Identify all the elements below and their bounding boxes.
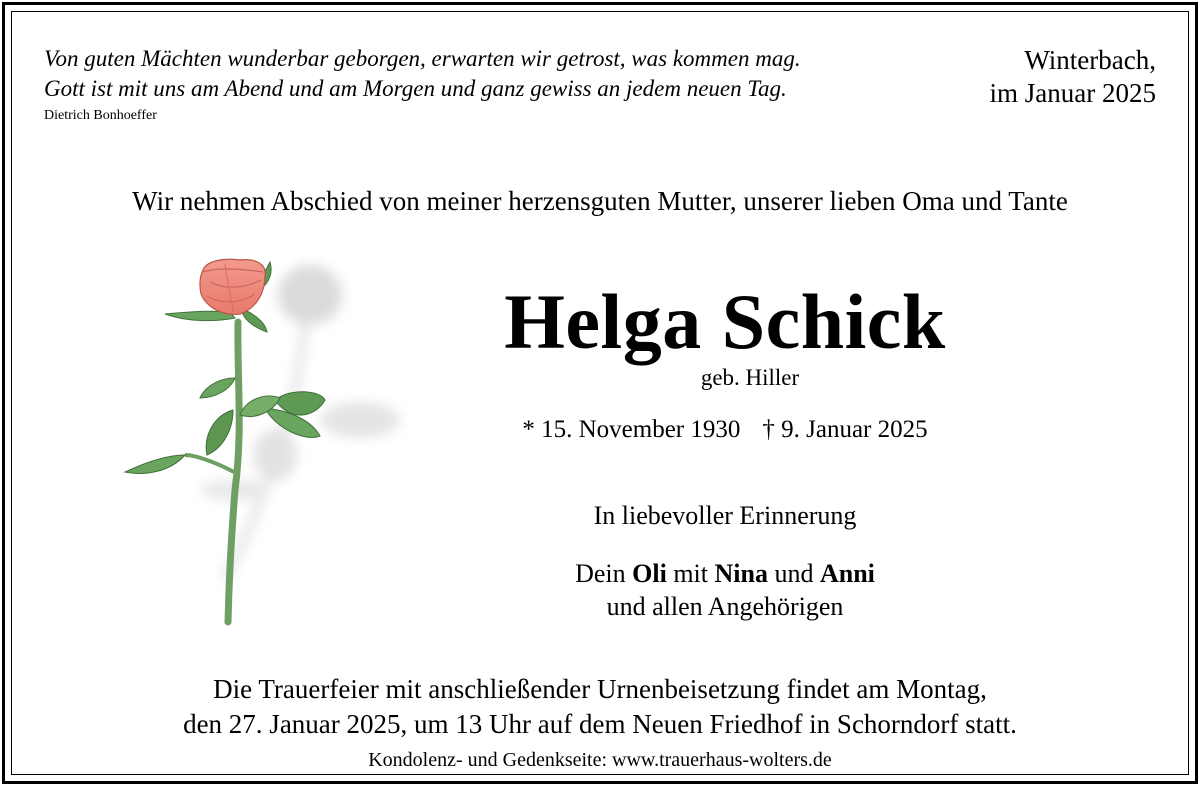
- quote-author: Dietrich Bonhoeffer: [44, 108, 157, 123]
- life-dates: [425, 414, 1025, 446]
- ceremony-line-1: Die Trauerfeier mit anschließender Urnenbeisetzung findet am Montag,: [213, 674, 987, 704]
- family-block: [425, 557, 1025, 623]
- deceased-name: Helga Schick: [504, 278, 946, 365]
- family-line-2: und allen Angehörigen: [606, 592, 844, 621]
- quote-line-2: Gott ist mit uns am Abend und am Morgen und ganz gewiss an jedem neuen Tag.: [44, 76, 787, 101]
- farewell-text: Wir nehmen Abschied von meiner herzensguten Mutter, unserer lieben Oma und Tante: [132, 186, 1068, 216]
- death-date: † 9. Januar 2025: [762, 416, 928, 443]
- family-join-1: mit: [673, 559, 708, 588]
- maiden-name: geb. Hiller: [700, 365, 800, 390]
- place: Winterbach,: [1024, 45, 1156, 75]
- place-date: [990, 44, 1156, 110]
- name-block: [425, 278, 1025, 392]
- family-line-1: [425, 557, 1025, 590]
- date: im Januar 2025: [989, 78, 1156, 108]
- family-name-2: Nina: [714, 559, 768, 588]
- rose-icon: [115, 250, 415, 630]
- ceremony-line-2: den 27. Januar 2025, um 13 Uhr auf dem Neuen Friedhof in Schorndorf statt.: [183, 709, 1017, 739]
- family-prefix: Dein: [575, 559, 626, 588]
- quote-block: [44, 44, 944, 126]
- birth-date: * 15. November 1930: [522, 416, 741, 443]
- ceremony-block: [0, 672, 1200, 742]
- memory-text: In liebevoller Erinnerung: [593, 501, 857, 530]
- family-join-2: und: [774, 559, 814, 588]
- family-name-1: Oli: [632, 559, 667, 588]
- family-name-3: Anni: [819, 559, 875, 588]
- quote-line-1: Von guten Mächten wunderbar geborgen, erwarten wir getrost, was kommen mag.: [44, 46, 801, 71]
- condolence-footer: Kondolenz- und Gedenkseite: www.trauerhaus-wolters.de: [368, 749, 832, 771]
